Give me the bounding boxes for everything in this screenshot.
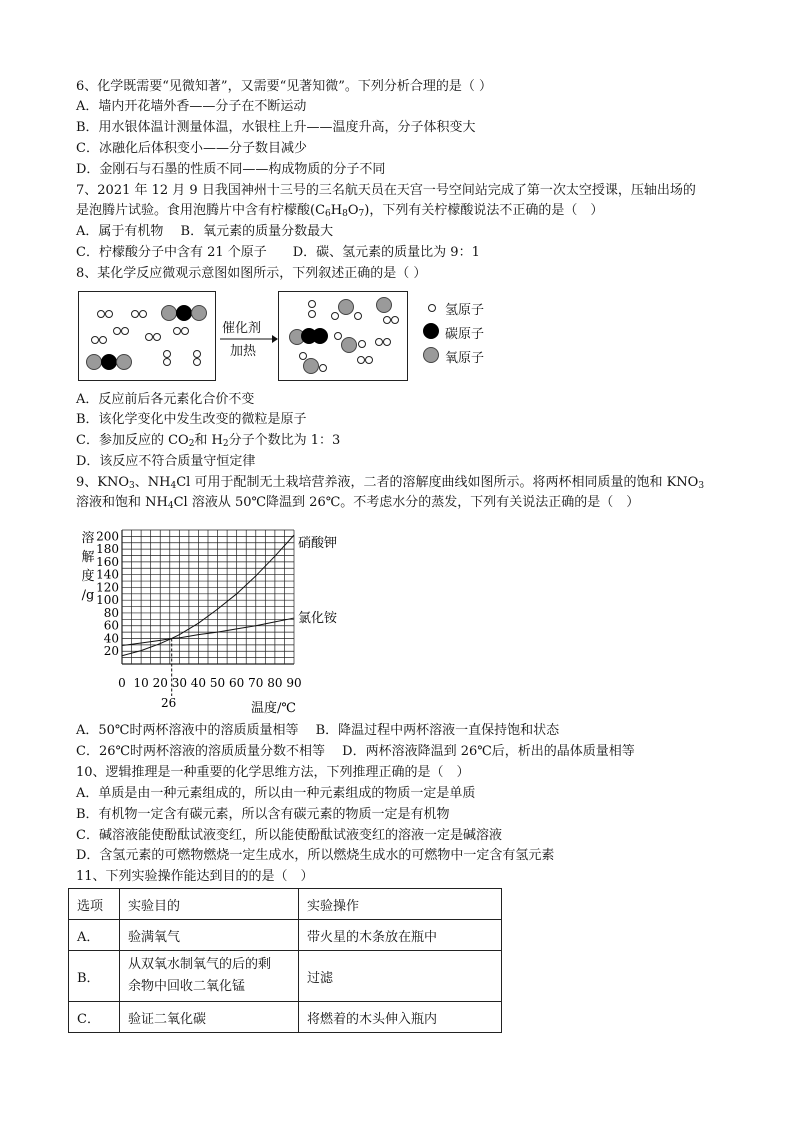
q6-option-a: A．墙内开花墙外香——分子在不断运动	[76, 99, 307, 114]
q10-option-b: B．有机物一定含有碳元素，所以含有碳元素的物质一定是有机物	[76, 807, 450, 822]
solubility-chart	[70, 520, 360, 720]
y-axis-label-char: 度	[81, 569, 95, 584]
table-row	[69, 1002, 502, 1033]
table-cell-option: C．	[69, 1002, 120, 1033]
oxygen-atom	[161, 305, 177, 321]
y-tick-label: 40	[103, 631, 119, 646]
series-label-kno3: 硝酸钾	[298, 536, 338, 552]
hydrogen-atom	[181, 327, 189, 335]
hydrogen-atom	[163, 358, 171, 366]
hydrogen-atom	[131, 310, 139, 318]
oxygen-atom	[116, 354, 132, 370]
y-tick-label: 160	[96, 554, 119, 569]
reactants-box	[78, 291, 216, 381]
q7-stem-line1: 7、2021 年 12 月 9 日我国神州十三号的三名航天员在天宫一号空间站完成了第一次太空授课，压轴出场的	[76, 183, 696, 198]
oxygen-atom	[341, 337, 357, 353]
x-tick-label: 20	[152, 676, 168, 690]
legend-hydrogen-label: 氢原子	[445, 303, 485, 318]
hydrogen-atom	[153, 333, 161, 341]
hydrogen-atom	[358, 340, 366, 348]
hydrogen-atom	[121, 327, 129, 335]
q8-stem: 8、某化学反应微观示意图如图所示，下列叙述正确的是（ ）	[76, 266, 427, 281]
table-cell-purpose: 验满氧气	[120, 920, 299, 951]
q10-option-d: D．含氢元素的可燃物燃烧一定生成水，所以燃烧生成水的可燃物中一定含有氢元素	[76, 848, 555, 863]
hydrogen-atom	[193, 350, 201, 358]
legend-hydrogen-icon	[428, 304, 436, 312]
x-tick-label: 70	[248, 676, 264, 690]
q9-stem-line1: 9、$KNO_3$、$NH_4Cl$ 可用于配制无土栽培营养液，二者的溶解度曲线如图所示。将两杯相同质量的饱和 $KNO_3$	[76, 475, 705, 491]
carbon-atom	[101, 354, 117, 370]
y-axis-label-char: 溶	[81, 531, 95, 546]
hydrogen-atom	[357, 356, 365, 364]
table-header-cell: 实验操作	[299, 889, 502, 920]
carbon-atom	[176, 305, 192, 321]
q8-option-c: C．参加反应的 $CO_2$和 $H_2$分子个数比为 1：3	[76, 433, 341, 449]
q8-option-a: A．反应前后各元素化合价不变	[76, 392, 255, 407]
table-cell-purpose	[120, 951, 299, 1002]
table-cell-purpose-line: 余物中回收二氧化锰	[128, 979, 246, 994]
x-tick-label: 90	[286, 676, 302, 690]
hydrogen-atom	[145, 333, 153, 341]
hydrogen-atom	[173, 327, 181, 335]
x-tick-label: 40	[190, 676, 207, 690]
annotation-label: 26	[161, 696, 177, 710]
oxygen-atom	[191, 305, 207, 321]
q10-stem: 10、逻辑推理是一种重要的化学思维方法，下列推理正确的是（ ）	[76, 765, 470, 780]
q10-option-a: A．单质是由一种元素组成的，所以由一种元素组成的物质一定是单质	[76, 786, 476, 801]
y-axis-label-char: /g	[81, 588, 95, 603]
legend-oxygen-icon	[423, 347, 439, 363]
hydrogen-atom	[308, 300, 316, 308]
oxygen-atom	[376, 297, 392, 313]
table-header-cell: 实验目的	[120, 889, 299, 920]
hydrogen-atom	[383, 338, 391, 346]
q7-stem-line2: 是泡腾片试验。食用泡腾片中含有柠檬酸$(C_6H_8O_7)$，下列有关柠檬酸说法不正确的是（ ）	[76, 203, 604, 219]
carbon-atom	[312, 328, 328, 344]
x-tick-label: 30	[171, 676, 187, 690]
products-box	[278, 291, 408, 381]
y-tick-label: 140	[96, 567, 119, 582]
q7-options-cd: C．柠檬酸分子中含有 21 个原子 D．碳、氢元素的质量比为 9：1	[76, 245, 480, 260]
hydrogen-atom	[319, 364, 327, 372]
hydrogen-atom	[99, 336, 107, 344]
oxygen-atom	[338, 299, 354, 315]
q10-option-c: C．碱溶液能使酚酞试液变红，所以能使酚酞试液变红的溶液一定是碱溶液	[76, 828, 502, 843]
x-tick-label: 0	[118, 676, 126, 690]
y-tick-label: 20	[103, 644, 119, 659]
hydrogen-atom	[375, 338, 383, 346]
q11-table	[68, 888, 502, 1033]
q6-option-d: D．金刚石与石墨的性质不同——构成物质的分子不同	[76, 162, 386, 177]
table-cell-operation: 将燃着的木头伸入瓶内	[299, 1002, 502, 1033]
table-row	[69, 951, 502, 1002]
y-tick-label: 80	[103, 605, 119, 620]
table-header-row	[69, 889, 502, 920]
hydrogen-atom	[331, 312, 339, 320]
hydrogen-atom	[391, 316, 399, 324]
arrow-condition-heating: 加热	[230, 344, 257, 359]
q8-option-b: B．该化学变化中发生改变的微粒是原子	[76, 412, 307, 427]
q6-option-c: C．冰融化后体积变小——分子数目减少	[76, 141, 307, 156]
hydrogen-atom	[163, 350, 171, 358]
table-cell-option: B．	[69, 951, 120, 1002]
y-tick-label: 120	[96, 580, 119, 595]
hydrogen-atom	[97, 310, 105, 318]
x-tick-label: 60	[229, 676, 245, 690]
y-tick-label: 200	[96, 529, 119, 544]
q7-options-ab: A．属于有机物 B．氧元素的质量分数最大	[76, 224, 334, 239]
arrow-condition-catalyst: 催化剂	[222, 321, 262, 336]
x-axis-label: 温度/℃	[251, 701, 296, 716]
table-cell-purpose: 验证二氧化碳	[120, 1002, 299, 1033]
y-tick-label: 60	[103, 618, 119, 633]
q6-option-b: B．用水银体温计测量体温，水银柱上升——温度升高，分子体积变大	[76, 120, 476, 135]
x-tick-label: 80	[267, 676, 283, 690]
table-header-cell: 选项	[69, 889, 120, 920]
table-cell-operation: 过滤	[299, 951, 502, 1002]
table-cell-operation: 带火星的木条放在瓶中	[299, 920, 502, 951]
hydrogen-atom	[308, 310, 316, 318]
q11-stem: 11、下列实验操作能达到目的的是（ ）	[76, 869, 314, 884]
hydrogen-atom	[334, 332, 342, 340]
legend-oxygen-label: 氧原子	[445, 351, 485, 366]
chart-grid	[122, 530, 294, 664]
oxygen-atom	[86, 354, 102, 370]
y-axis-label-char: 解	[81, 550, 95, 565]
series-label-nh4cl: 氯化铵	[298, 611, 338, 627]
x-tick-label: 50	[209, 676, 226, 690]
q9-options-ab: A．50℃时两杯溶液中的溶质质量相等 B．降温过程中两杯溶液一直保持饱和状态	[76, 723, 560, 738]
hydrogen-atom	[365, 356, 373, 364]
y-tick-label: 180	[96, 542, 119, 557]
y-tick-label: 100	[96, 593, 119, 608]
hydrogen-atom	[139, 310, 147, 318]
hydrogen-atom	[105, 310, 113, 318]
table-cell-purpose-line: 从双氧水制氧气的后的剩	[128, 957, 272, 972]
legend-carbon-label: 碳原子	[445, 327, 485, 342]
table-row	[69, 920, 502, 951]
q9-options-cd: C．26℃时两杯溶液的溶质质量分数不相等 D．两杯溶液降温到 26℃后，析出的晶体质量相等	[76, 744, 635, 759]
legend-carbon-icon	[423, 323, 439, 339]
hydrogen-atom	[193, 358, 201, 366]
chart-ticks	[96, 529, 302, 710]
hydrogen-atom	[383, 316, 391, 324]
table-cell-option: A．	[69, 920, 120, 951]
hydrogen-atom	[91, 336, 99, 344]
hydrogen-atom	[354, 312, 362, 320]
q6-stem: 6、化学既需要“见微知著”，又需要“见著知微”。下列分析合理的是（ ）	[76, 79, 492, 94]
oxygen-atom	[303, 358, 319, 374]
q8-option-d: D．该反应不符合质量守恒定律	[76, 454, 256, 469]
x-tick-label: 10	[133, 676, 149, 690]
hydrogen-atom	[113, 327, 121, 335]
q9-stem-line2: 溶液和饱和 $NH_4Cl$ 溶液从 50℃降温到 26℃。不考虑水分的蒸发，下列有关说法正确的是（ ）	[76, 495, 640, 511]
